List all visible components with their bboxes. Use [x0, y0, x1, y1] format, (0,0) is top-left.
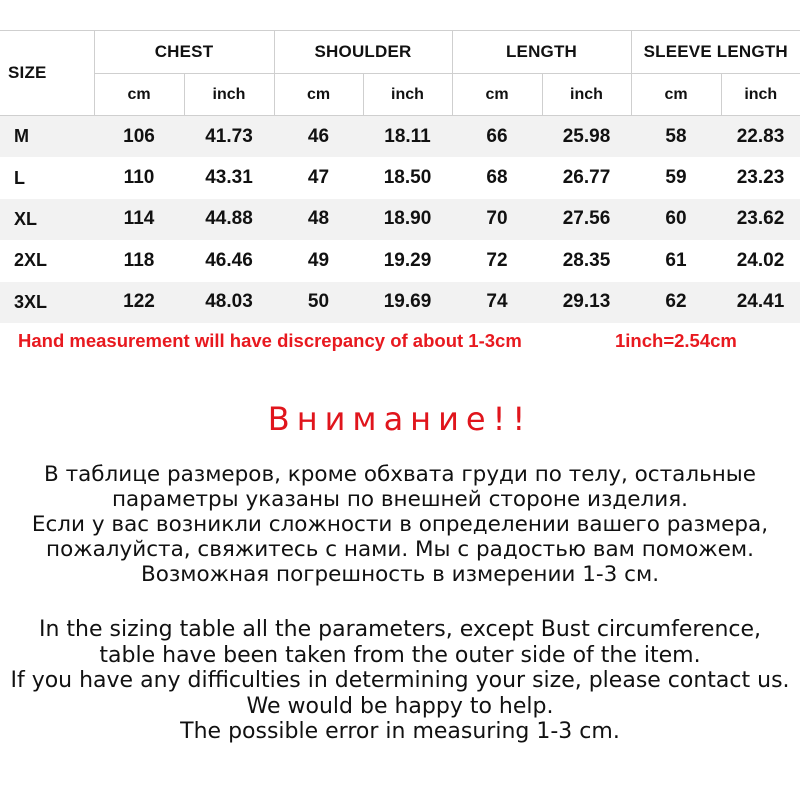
english-notice-line: We would be happy to help. — [246, 693, 554, 719]
table-cell: 23.62 — [721, 199, 800, 240]
russian-notice-line: пожалуйста, свяжитесь с нами. Мы с радостью вам поможем. — [46, 537, 754, 562]
table-row — [0, 240, 800, 281]
table-cell: 28.35 — [542, 240, 631, 281]
table-cell: 58 — [631, 116, 721, 158]
table-cell: 68 — [452, 157, 542, 198]
unit-header: inch — [542, 74, 631, 116]
table-cell: 24.02 — [721, 240, 800, 281]
discrepancy-note: Hand measurement will have discrepancy of about 1-3cm — [18, 330, 522, 351]
table-cell: 24.41 — [721, 282, 800, 323]
inch-conversion-note: 1inch=2.54cm — [615, 330, 737, 351]
english-notice — [0, 617, 800, 745]
shoulder-header: SHOULDER — [274, 31, 452, 74]
table-cell: 22.83 — [721, 116, 800, 158]
table-row — [0, 116, 800, 158]
table-cell: 46 — [274, 116, 363, 158]
unit-header: cm — [631, 74, 721, 116]
table-cell: 66 — [452, 116, 542, 158]
table-cell: 18.50 — [363, 157, 452, 198]
table-cell: 46.46 — [184, 240, 274, 281]
unit-header: inch — [184, 74, 274, 116]
size-cell: XL — [0, 199, 94, 240]
table-cell: 19.29 — [363, 240, 452, 281]
unit-header: cm — [452, 74, 542, 116]
russian-notice-line: В таблице размеров, кроме обхвата груди по телу, остальные — [44, 462, 756, 487]
table-cell: 59 — [631, 157, 721, 198]
table-cell: 106 — [94, 116, 184, 158]
russian-notice-line: параметры указаны по внешней стороне изделия. — [111, 487, 688, 512]
table-cell: 50 — [274, 282, 363, 323]
size-cell: 3XL — [0, 282, 94, 323]
english-notice-line: In the sizing table all the parameters, except Bust circumference, — [38, 617, 762, 642]
size-cell: 2XL — [0, 240, 94, 281]
russian-notice — [0, 462, 800, 587]
table-cell: 114 — [94, 199, 184, 240]
table-cell: 48 — [274, 199, 363, 240]
unit-header: inch — [721, 74, 800, 116]
table-cell: 70 — [452, 199, 542, 240]
table-cell: 72 — [452, 240, 542, 281]
russian-notice-line: Если у вас возникли сложности в определении вашего размера, — [31, 512, 769, 537]
table-cell: 61 — [631, 240, 721, 281]
table-cell: 18.11 — [363, 116, 452, 158]
attention-heading: Внимание!! — [267, 400, 533, 438]
size-cell: M — [0, 116, 94, 158]
unit-header: inch — [363, 74, 452, 116]
size-column-header: SIZE — [0, 31, 94, 116]
table-cell: 18.90 — [363, 199, 452, 240]
table-cell: 23.23 — [721, 157, 800, 198]
table-cell: 19.69 — [363, 282, 452, 323]
table-cell: 29.13 — [542, 282, 631, 323]
size-chart-table — [0, 30, 800, 323]
table-cell: 118 — [94, 240, 184, 281]
size-cell: L — [0, 157, 94, 198]
english-notice-line: table have been taken from the outer side of the item. — [99, 642, 701, 668]
table-cell: 41.73 — [184, 116, 274, 158]
table-cell: 47 — [274, 157, 363, 198]
sleeve-length-header: SLEEVE LENGTH — [631, 31, 800, 74]
measurement-note — [18, 330, 798, 356]
russian-notice-line: Возможная погрешность в измерении 1-3 см. — [140, 562, 660, 587]
table-cell: 25.98 — [542, 116, 631, 158]
english-notice-line: If you have any difficulties in determining your size, please contact us. — [10, 668, 790, 693]
table-cell: 74 — [452, 282, 542, 323]
table-row — [0, 199, 800, 240]
table-cell: 26.77 — [542, 157, 631, 198]
length-header: LENGTH — [452, 31, 631, 74]
table-cell: 43.31 — [184, 157, 274, 198]
table-row — [0, 282, 800, 323]
table-cell: 122 — [94, 282, 184, 323]
table-cell: 48.03 — [184, 282, 274, 323]
english-notice-line: The possible error in measuring 1-3 cm. — [180, 719, 620, 744]
table-cell: 49 — [274, 240, 363, 281]
unit-header: cm — [94, 74, 184, 116]
table-row — [0, 157, 800, 198]
table-cell: 60 — [631, 199, 721, 240]
chest-header: CHEST — [94, 31, 274, 74]
table-cell: 44.88 — [184, 199, 274, 240]
table-cell: 27.56 — [542, 199, 631, 240]
unit-header: cm — [274, 74, 363, 116]
table-cell: 110 — [94, 157, 184, 198]
table-cell: 62 — [631, 282, 721, 323]
